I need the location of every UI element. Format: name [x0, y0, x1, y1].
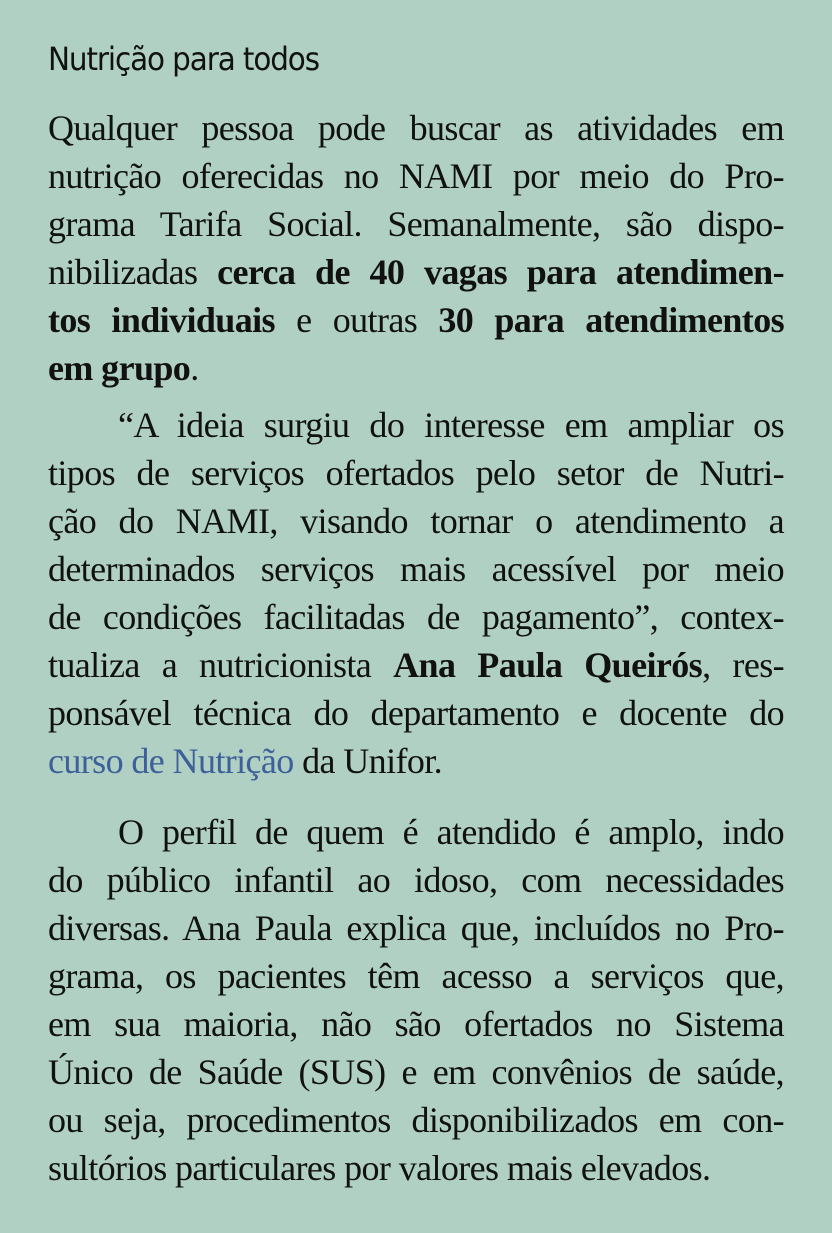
text-line: sultórios particulares por valores mais elevados.	[48, 1148, 711, 1188]
bold-emphasis: cerca de 40 vagas para atendimen-	[217, 252, 784, 292]
text-line: determinados serviços mais acessível por meio	[48, 549, 784, 589]
text-line: de condições facilitadas de pagamento”, contex-	[48, 597, 784, 637]
bold-emphasis: em grupo	[48, 348, 191, 388]
course-link[interactable]: curso de Nutrição	[48, 741, 294, 781]
text-line: do público infantil ao idoso, com necessidades	[48, 860, 784, 900]
paragraph-tarifa-social	[48, 104, 784, 392]
text-line: ponsável técnica do departamento e docente do	[48, 693, 784, 733]
text-line: tos individuais e outras 30 para atendimentos	[48, 300, 784, 340]
text-line: tualiza a nutricionista Ana Paula Queirós, res-	[48, 645, 784, 685]
article-heading: Nutrição para todos	[48, 40, 319, 78]
text-line: grama Tarifa Social. Semanalmente, são dispo-	[48, 204, 784, 244]
text-line: nibilizadas cerca de 40 vagas para atendimen-	[48, 252, 784, 292]
text-line: curso de Nutrição da Unifor.	[48, 741, 443, 781]
bold-emphasis: tos individuais	[48, 300, 275, 340]
text-line: ção do NAMI, visando tornar o atendimento a	[48, 501, 784, 541]
text-line: diversas. Ana Paula explica que, incluídos no Pro-	[48, 908, 784, 948]
paragraph-quote	[48, 401, 784, 785]
text-line: Qualquer pessoa pode buscar as atividades em	[48, 108, 784, 148]
text-line: em sua maioria, não são ofertados no Sistema	[48, 1004, 784, 1044]
bold-emphasis: 30 para atendimentos	[438, 300, 784, 340]
bold-emphasis: Ana Paula Queirós	[393, 645, 703, 685]
text-line: Único de Saúde (SUS) e em convênios de saúde,	[48, 1052, 784, 1092]
text-line: em grupo.	[48, 348, 199, 388]
text-line: grama, os pacientes têm acesso a serviços que,	[48, 956, 784, 996]
text-line: tipos de serviços ofertados pelo setor de Nutri-	[48, 453, 784, 493]
text-line: ou seja, procedimentos disponibilizados em con-	[48, 1100, 784, 1140]
text-line: O perfil de quem é atendido é amplo, indo	[118, 812, 784, 852]
text-line: nutrição oferecidas no NAMI por meio do Pro-	[48, 156, 784, 196]
text-line: “A ideia surgiu do interesse em ampliar os	[118, 405, 784, 445]
paragraph-perfil	[48, 808, 784, 1192]
